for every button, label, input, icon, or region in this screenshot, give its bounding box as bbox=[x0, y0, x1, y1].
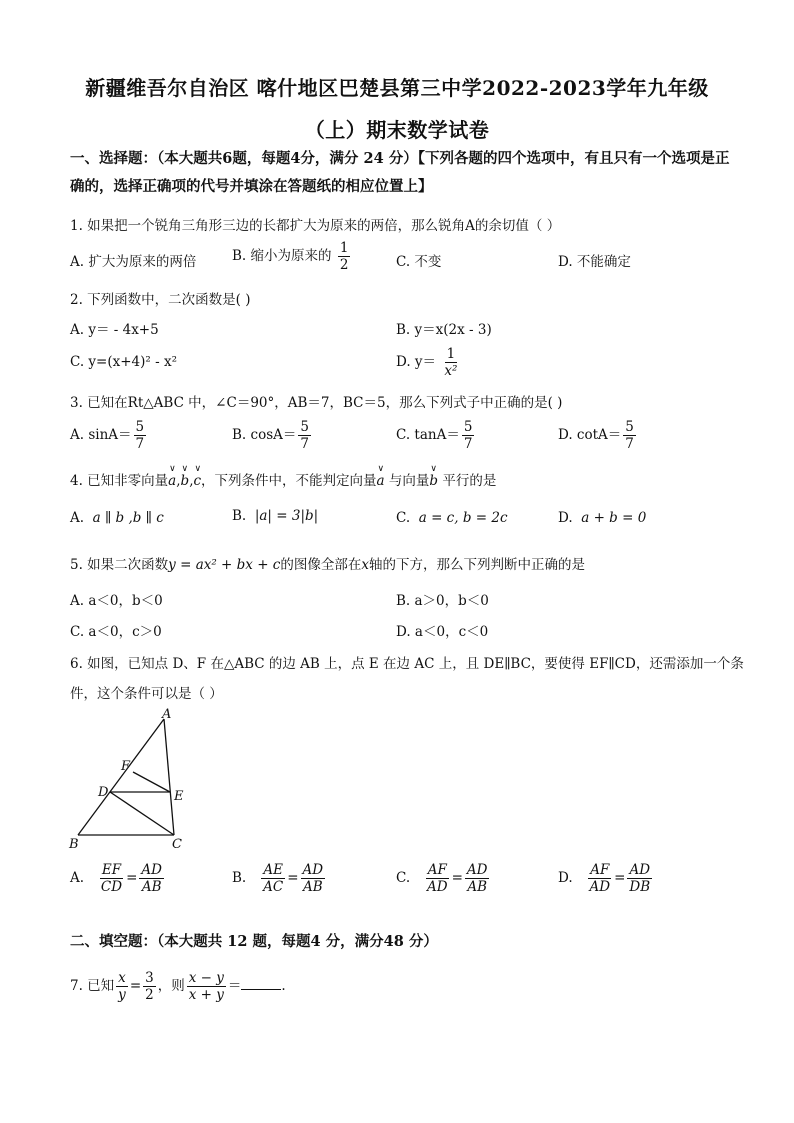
q1-option-d: D. 不能确定 bbox=[558, 254, 631, 270]
q5-option-c: C. a＜0，c＞0 bbox=[70, 624, 162, 640]
q1-option-b-text: B. 缩小为原来的 bbox=[232, 248, 332, 264]
q1-option-c: C. 不变 bbox=[396, 254, 442, 270]
q3-option-a: A. sinA＝ $\frac{5}{7}$ bbox=[70, 419, 145, 452]
q2-stem: 2. 下列函数中，二次函数是( ) bbox=[70, 292, 251, 308]
q5-stem: 5. 如果二次函数y = ax² + bx + c的图像全部在x轴的下方，那么下列判断中正确的是 bbox=[70, 557, 585, 573]
exam-title-line2: （上）期末数学试卷 bbox=[304, 118, 490, 142]
q5-option-d: D. a＜0，c＜0 bbox=[396, 624, 489, 640]
section1-heading: 一、选择题：（本大题共6题，每题4分，满分 24 分）【下列各题的四个选项中，有且只有一个选项是正确的，选择正确项的代号并填涂在答题纸的相应位置上】 bbox=[70, 150, 730, 195]
q2-option-c: C. y=(x+4)² - x² bbox=[70, 354, 177, 370]
q6-option-a: A. $\frac{EF}{CD}$ = $\frac{AD}{AB}$ bbox=[70, 862, 162, 895]
q2-option-a: A. y＝ - 4x+5 bbox=[70, 322, 159, 338]
segment-dc bbox=[110, 792, 174, 835]
q2-option-d-text: D. y＝ bbox=[396, 354, 437, 370]
q5-option-a: A. a＜0，b＜0 bbox=[70, 593, 163, 609]
q4-option-d: D. a + b = 0 bbox=[558, 510, 647, 526]
q4-option-b: B. |a| = 3|b| bbox=[232, 508, 319, 524]
q1-stem: 1. 如果把一个锐角三角形三边的长都扩大为原来的两倍，那么锐角A的余切值（ ） bbox=[70, 218, 561, 234]
label-e: E bbox=[174, 789, 184, 804]
q4-stem: 4. 已知非零向量 ∨ a, ∨ b, ∨ c，下列条件中，不能判定向量 ∨ a 与向量 ∨ b 平行的是 bbox=[70, 464, 497, 489]
q6-option-b: B. $\frac{AE}{AC}$ = $\frac{AD}{AB}$ bbox=[232, 862, 324, 895]
segment-fe bbox=[133, 772, 170, 792]
section2-heading: 二、填空题：（本大题共 12 题，每题4 分，满分48 分） bbox=[70, 933, 438, 950]
q6-stem-line1: 6. 如图，已知点 D、F 在△ABC 的边 AB 上，点 E 在边 AC 上，且 DE∥BC，要使得 EF∥CD，还需添加一个条 bbox=[70, 656, 744, 672]
q6-stem-line2: 件，这个条件可以是（ ） bbox=[70, 686, 223, 702]
q1-option-b bbox=[232, 240, 352, 273]
q6-option-c: C. $\frac{AF}{AD}$ = $\frac{AD}{AB}$ bbox=[396, 862, 488, 895]
label-f: F bbox=[121, 759, 131, 774]
q4-option-c: C. a = c, b = 2c bbox=[396, 510, 508, 526]
segment-ab bbox=[78, 719, 164, 835]
q6-option-d: D. $\frac{AF}{AD}$ = $\frac{AD}{DB}$ bbox=[558, 862, 651, 895]
q1-option-b-fraction: $\frac{1}{2}$ bbox=[339, 240, 349, 273]
q3-stem: 3. 已知在Rt△ABC 中，∠C＝90°，AB＝7，BC＝5，那么下列式子中正确的是( ) bbox=[70, 395, 563, 411]
q3-option-b: B. cosA＝ $\frac{5}{7}$ bbox=[232, 419, 309, 452]
q3-option-c: C. tanA＝ $\frac{5}{7}$ bbox=[396, 419, 473, 452]
q7-answer-blank[interactable] bbox=[241, 977, 281, 990]
label-b: B bbox=[69, 837, 79, 852]
q5-option-b: B. a＞0，b＜0 bbox=[396, 593, 489, 609]
label-c: C bbox=[172, 837, 182, 852]
segment-ac bbox=[164, 719, 174, 835]
triangle-figure bbox=[64, 705, 204, 855]
q2-option-d bbox=[396, 346, 461, 379]
exam-title-line1: 新疆维吾尔自治区 喀什地区巴楚县第三中学2022-2023学年九年级 bbox=[85, 76, 709, 100]
q2-option-d-fraction: $\frac{1}{\text{x²}}$ bbox=[444, 346, 458, 379]
q1-option-a: A. 扩大为原来的两倍 bbox=[70, 254, 197, 270]
label-a: A bbox=[162, 707, 172, 722]
label-d: D bbox=[98, 785, 109, 800]
q3-option-d: D. cotA＝ $\frac{5}{7}$ bbox=[558, 419, 634, 452]
q4-option-a: A. a ∥ b ,b ∥ c bbox=[70, 510, 164, 526]
q2-option-b: B. y＝x(2x - 3) bbox=[396, 322, 492, 338]
q7-stem: 7. 已知 $\frac{x}{y}$ = $\frac{3}{2}$ ，则 $\frac{x - y}{x + y}$ ＝ . bbox=[70, 970, 286, 1003]
